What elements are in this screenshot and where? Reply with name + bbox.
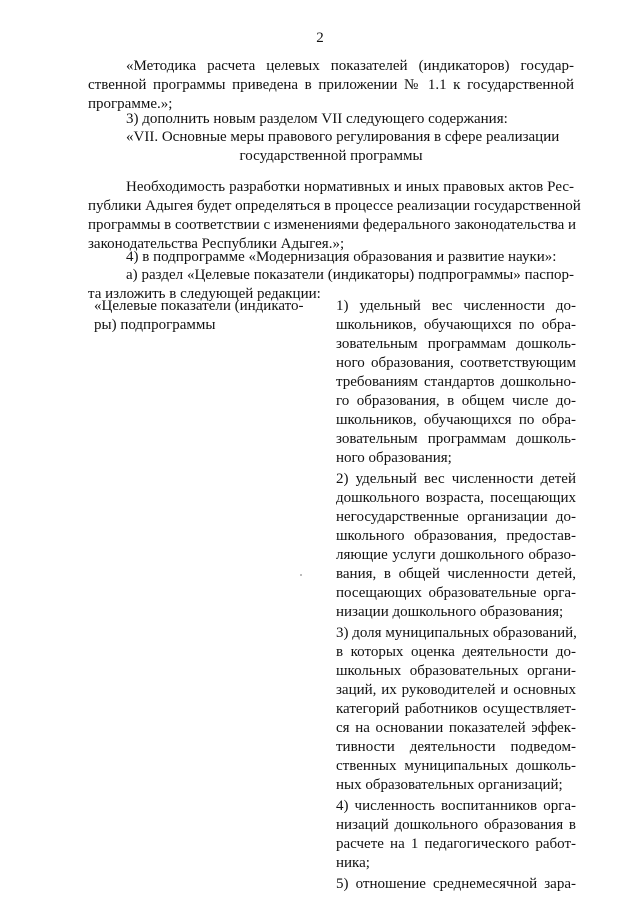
text-line: ного образования, соответствующим bbox=[336, 355, 576, 371]
text-line: 2) удельный вес численности детей bbox=[336, 471, 576, 487]
text-line: низации дошкольного образования; bbox=[336, 604, 564, 620]
text-line: «Методика расчета целевых показателей (индикаторов) государ- bbox=[126, 58, 574, 74]
indicator-item-5 bbox=[336, 875, 576, 894]
text-line: 4) численность воспитанников орга- bbox=[336, 798, 576, 814]
section-heading bbox=[88, 128, 574, 166]
indicator-item-2 bbox=[336, 470, 576, 622]
text-line: ственных муниципальных дошколь- bbox=[336, 758, 576, 774]
scan-speck bbox=[300, 574, 302, 576]
text-line: та изложить в следующей редакции: bbox=[88, 286, 321, 302]
text-line: «Целевые показатели (индикато- bbox=[94, 298, 304, 314]
text-line: ника; bbox=[336, 855, 370, 871]
text-line: негосударственные организации до- bbox=[336, 509, 576, 525]
text-line: го образования, в общем числе до- bbox=[336, 393, 576, 409]
text-line: ного образования; bbox=[336, 450, 452, 466]
text-line: 5) отношение среднемесячной зара- bbox=[336, 876, 576, 892]
text-line: 3) доля муниципальных образований, bbox=[336, 625, 577, 641]
text-line: 4) в подпрограмме «Модернизация образования и развитие науки»: bbox=[126, 249, 557, 265]
text-line: расчете на 1 педагогического работ- bbox=[336, 836, 576, 852]
text-line: тивности деятельности подведом- bbox=[336, 739, 576, 755]
text-line: дошкольного возраста, посещающих bbox=[336, 490, 576, 506]
indicators-list-cell bbox=[336, 297, 576, 896]
text-line: заций, их руководителей и основных bbox=[336, 682, 576, 698]
text-line: законодательства Республики Адыгея.»; bbox=[88, 236, 345, 252]
text-line: вания, в общей численности детей, bbox=[336, 566, 576, 582]
text-line: программы в соответствии с изменениями федерального законодательства и bbox=[88, 217, 577, 233]
text-line: школьников, обучающихся по обра- bbox=[336, 412, 576, 428]
section-paragraph bbox=[88, 178, 581, 254]
indicator-item-3 bbox=[336, 624, 576, 795]
text-line: зовательным программам дошколь- bbox=[336, 336, 576, 352]
text-line: программе.»; bbox=[88, 96, 173, 112]
text-line: 1) удельный вес численности до- bbox=[336, 298, 576, 314]
text-line: категорий работников осуществляет- bbox=[336, 701, 576, 717]
text-line: а) раздел «Целевые показатели (индикаторы) подпрограммы» паспор- bbox=[126, 267, 574, 283]
text-line: школьных образовательных органи- bbox=[336, 663, 576, 679]
text-line: школьного образования, предостав- bbox=[336, 528, 576, 544]
text-line: Необходимость разработки нормативных и иных правовых актов Рес- bbox=[126, 179, 574, 195]
text-line: ры) подпрограммы bbox=[94, 317, 216, 333]
methodology-paragraph bbox=[88, 57, 574, 114]
section-heading-line-1: «VII. Основные меры правового регулирования в сфере реализации bbox=[126, 129, 560, 145]
section-heading-line-2: государственной программы bbox=[239, 148, 423, 164]
text-line: требованиям стандартов дошкольно- bbox=[336, 374, 576, 390]
indicator-item-1 bbox=[336, 297, 576, 468]
text-line: зовательным программам дошколь- bbox=[336, 431, 576, 447]
amendment-item-4 bbox=[88, 248, 574, 267]
text-line: посещающих образовательные орга- bbox=[336, 585, 576, 601]
text-line: ственной программы приведена в приложении № 1.1 к государственной bbox=[88, 77, 574, 93]
indicator-item-4 bbox=[336, 797, 576, 873]
text-line: ся на основании показателей эффек- bbox=[336, 720, 576, 736]
indicators-label-cell bbox=[94, 297, 304, 335]
text-line: 3) дополнить новым разделом VII следующего содержания: bbox=[126, 111, 508, 127]
page-number: 2 bbox=[316, 30, 324, 46]
text-line: публики Адыгея будет определяться в процессе реализации государственной bbox=[88, 198, 581, 214]
text-line: школьников, обучающихся по обра- bbox=[336, 317, 576, 333]
text-line: низаций дошкольного образования в bbox=[336, 817, 576, 833]
amendment-item-3 bbox=[88, 110, 574, 129]
text-line: ляющие услуги дошкольного образо- bbox=[336, 547, 576, 563]
text-line: в которых оценка деятельности до- bbox=[336, 644, 576, 660]
text-line: ных образовательных организаций; bbox=[336, 777, 563, 793]
